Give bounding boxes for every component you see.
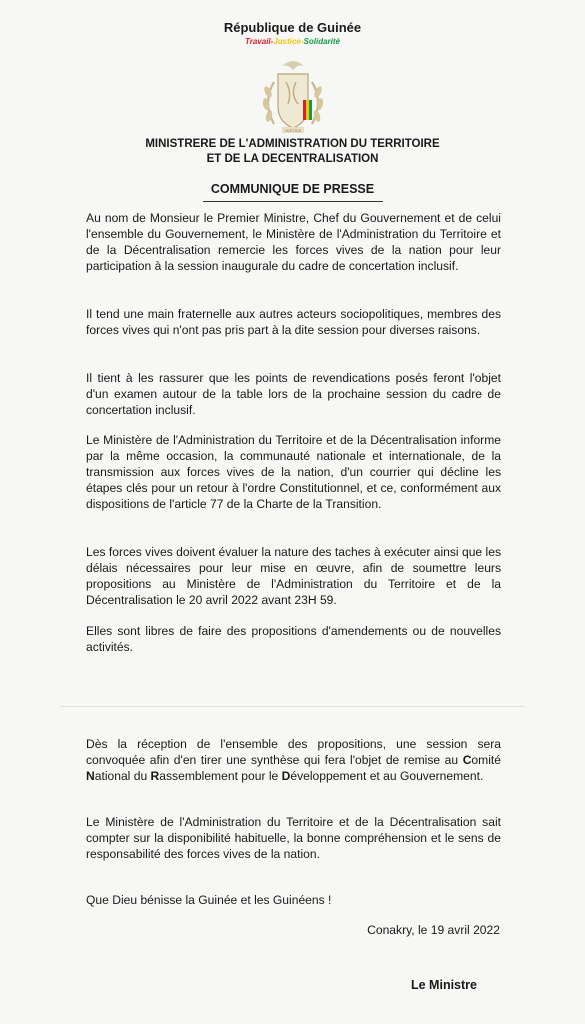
committee-text-pre: Dès la réception de l'ensemble des propositions, une session sera convoquée afin d'en tirer une synthèse qui fera l'objet de remise au bbox=[86, 737, 501, 767]
motto-solidarite: Solidarité bbox=[303, 37, 340, 46]
document-date: Conakry, le 19 avril 2022 bbox=[367, 923, 500, 937]
paragraph-6: Elles sont libres de faire des propositions d'amendements ou de nouvelles activités. bbox=[86, 624, 501, 654]
ministry-line-2: ET DE LA DECENTRALISATION bbox=[206, 153, 379, 165]
emblem-banner-text: JUSTICE bbox=[284, 128, 302, 133]
committee-initial-d: D bbox=[281, 768, 291, 783]
paragraph-2: Il tend une main fraternelle aux autres acteurs sociopolitiques, membres des forces vives qui n'ont pas pris part à la dite session pour diverses raisons. bbox=[86, 307, 501, 337]
motto-travail: Travail- bbox=[245, 37, 274, 46]
paragraph-blessing: Que Dieu bénisse la Guinée et les Guinéens ! bbox=[86, 893, 332, 907]
signature-title: Le Ministre bbox=[411, 978, 477, 992]
paragraph-1: Au nom de Monsieur le Premier Ministre, Chef du Gouvernement et de celui l'ensemble du Gouvernement, le Ministère de l'Administration du Territoire et de la Décentralisation remercie les forces vives de la nation pour leur participation à la session inaugurale du cadre de concertation inclusif. bbox=[86, 211, 501, 273]
republic-name: République de Guinée bbox=[223, 20, 362, 35]
motto-justice: Justice- bbox=[273, 37, 304, 46]
committee-text-3: assemblement pour le bbox=[159, 768, 282, 783]
committee-initial-n: N bbox=[86, 768, 95, 783]
paragraph-4: Le Ministère de l'Administration du Territoire et de la Décentralisation informe par la même occasion, la communauté nationale et internationale, de la transmission aux forces vives de la nation, d'un courrier qui décline les étapes clés pour un retour à l'ordre Constitutionnel, et ce, conformément aux dispositions de l'article 77 de la Charte de la Transition. bbox=[86, 433, 501, 511]
paragraph-5: Les forces vives doivent évaluer la nature des taches à exécuter ainsi que les délais nécessaires pour leur mise en œuvre, afin de soumettre leurs propositions au Ministère de l'Administration du Territoire et de la Décentralisation le 20 avril 2022 avant 23H 59. bbox=[86, 545, 501, 607]
committee-text-4: éveloppement et au Gouvernement. bbox=[290, 768, 484, 783]
paragraph-3: Il tient à les rassurer que les points de revendications posés feront l'objet d'un examen autour de la table lors de la prochaine session du cadre de concertation inclusif. bbox=[86, 371, 501, 417]
ministry-line-1: MINISTRERE DE L'ADMINISTRATION DU TERRITOIRE bbox=[145, 138, 440, 150]
ministry-name bbox=[0, 137, 585, 167]
committee-initial-c: C bbox=[462, 752, 472, 767]
title-underline bbox=[203, 201, 383, 202]
document-title: COMMUNIQUE DE PRESSE bbox=[210, 182, 375, 196]
committee-text-1: omité bbox=[471, 752, 501, 767]
section-divider bbox=[60, 706, 525, 707]
committee-text-2: ational du bbox=[94, 768, 151, 783]
paragraph-committee bbox=[86, 737, 501, 785]
coat-of-arms-icon bbox=[252, 52, 334, 138]
committee-initial-r: R bbox=[150, 768, 160, 783]
paragraph-closing: Le Ministère de l'Administration du Territoire et de la Décentralisation sait compter sur la disponibilité habituelle, la bonne compréhension et le sens de responsabilité des forces vives de la nation. bbox=[86, 815, 501, 861]
national-motto bbox=[0, 37, 585, 46]
